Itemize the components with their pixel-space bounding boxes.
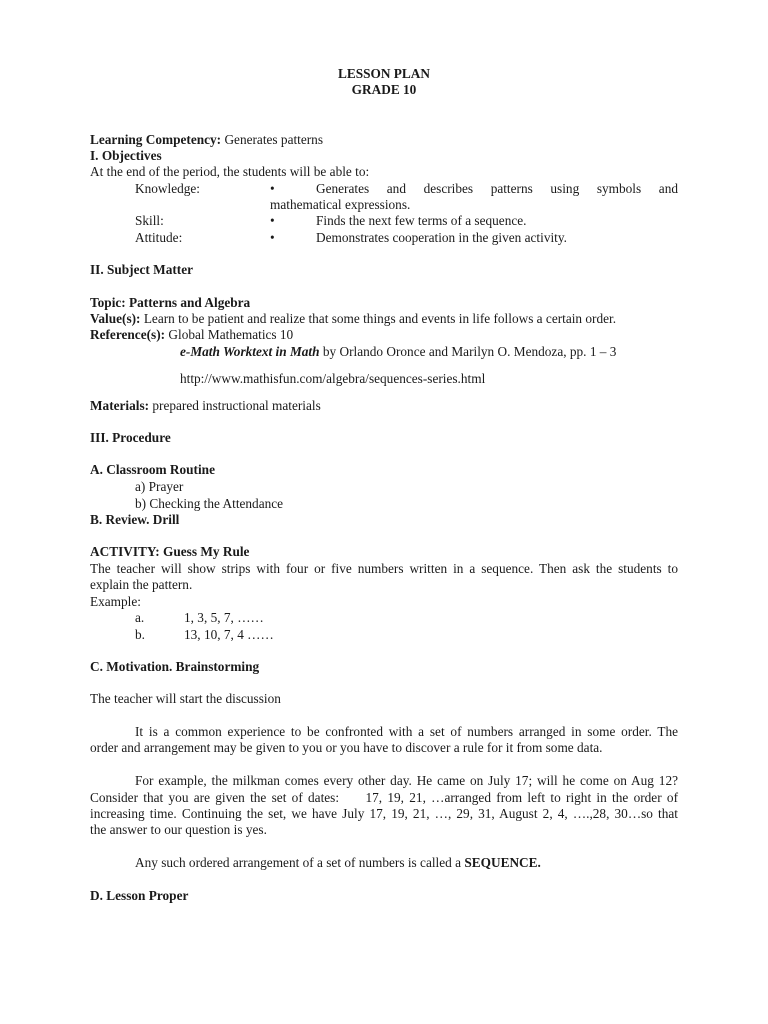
references-text: Global Mathematics 10 bbox=[168, 327, 294, 342]
topic-line: Topic: Patterns and Algebra bbox=[90, 295, 251, 310]
sequence-definition bbox=[135, 855, 541, 871]
values-label: Value(s): bbox=[90, 311, 141, 326]
procedure-heading: III. Procedure bbox=[90, 430, 171, 445]
book-reference bbox=[180, 344, 616, 360]
references-label: Reference(s): bbox=[90, 327, 166, 342]
materials-line bbox=[90, 398, 321, 414]
objective-label-attitude: Attitude: bbox=[135, 230, 183, 245]
objective-label-skill: Skill: bbox=[135, 213, 164, 228]
example-letter: a. bbox=[135, 610, 145, 625]
materials-label: Materials: bbox=[90, 398, 150, 413]
motivation-intro: The teacher will start the discussion bbox=[90, 691, 281, 706]
example-value: 13, 10, 7, 4 …… bbox=[184, 627, 274, 642]
sequence-definition-text: Any such ordered arrangement of a set of numbers is called a bbox=[135, 855, 465, 870]
activity-description-cont: explain the pattern. bbox=[90, 577, 193, 592]
review-heading: B. Review. Drill bbox=[90, 512, 180, 527]
paragraph-line: For example, the milkman comes every other day. He came on July 17; will he come on Aug 12? bbox=[135, 773, 678, 788]
document-grade: GRADE 10 bbox=[351, 82, 417, 97]
example-value: 1, 3, 5, 7, …… bbox=[184, 610, 264, 625]
classroom-routine-heading: A. Classroom Routine bbox=[90, 462, 215, 477]
objective-bullet: • bbox=[270, 230, 275, 245]
paragraph-line: Consider that you are given the set of dates: 17, 19, 21, …arranged from left to right in the order of bbox=[90, 790, 678, 805]
reference-url: http://www.mathisfun.com/algebra/sequences-series.html bbox=[180, 371, 486, 386]
routine-item: a) Prayer bbox=[135, 479, 184, 494]
document-title: LESSON PLAN bbox=[338, 66, 430, 81]
paragraph-line: order and arrangement may be given to you or you have to discover a rule for it from some data. bbox=[90, 740, 603, 755]
paragraph-line: It is a common experience to be confronted with a set of numbers arranged in some order. The bbox=[135, 724, 678, 739]
objective-label-knowledge: Knowledge: bbox=[135, 181, 200, 196]
activity-description: The teacher will show strips with four or five numbers written in a sequence. Then ask the students to bbox=[90, 561, 678, 576]
motivation-heading: C. Motivation. Brainstorming bbox=[90, 659, 260, 674]
book-title: e-Math Worktext in Math bbox=[180, 344, 320, 359]
routine-item: b) Checking the Attendance bbox=[135, 496, 284, 511]
objectives-heading: I. Objectives bbox=[90, 148, 162, 163]
example-label: Example: bbox=[90, 594, 141, 609]
objectives-intro: At the end of the period, the students will be able to: bbox=[90, 164, 370, 179]
example-letter: b. bbox=[135, 627, 145, 642]
learning-competency bbox=[90, 132, 323, 148]
objective-bullet: • bbox=[270, 181, 275, 196]
values-text: Learn to be patient and realize that some things and events in life follows a certain order. bbox=[143, 311, 617, 326]
lesson-proper-heading: D. Lesson Proper bbox=[90, 888, 189, 903]
materials-text: prepared instructional materials bbox=[152, 398, 321, 413]
sequence-term: SEQUENCE. bbox=[464, 855, 541, 870]
objective-text-attitude: Demonstrates cooperation in the given activity. bbox=[316, 230, 567, 245]
paragraph-line: the answer to our question is yes. bbox=[90, 822, 267, 837]
competency-value: Generates patterns bbox=[224, 132, 324, 147]
objective-text-knowledge-cont: mathematical expressions. bbox=[270, 197, 411, 212]
objective-text-knowledge: Generates and describes patterns using symbols and bbox=[316, 181, 678, 196]
values-line bbox=[90, 311, 616, 327]
activity-heading: ACTIVITY: Guess My Rule bbox=[90, 544, 250, 559]
subject-matter-heading: II. Subject Matter bbox=[90, 262, 194, 277]
references-line bbox=[90, 327, 293, 343]
objective-bullet: • bbox=[270, 213, 275, 228]
competency-label: Learning Competency: bbox=[90, 132, 222, 147]
objective-text-skill: Finds the next few terms of a sequence. bbox=[316, 213, 527, 228]
book-authors: by Orlando Oronce and Marilyn O. Mendoza, pp. 1 – 3 bbox=[319, 344, 617, 359]
paragraph-line: increasing time. Continuing the set, we have July 17, 19, 21, …, 29, 31, August 2, 4, ….,28, 30…so that bbox=[90, 806, 678, 821]
